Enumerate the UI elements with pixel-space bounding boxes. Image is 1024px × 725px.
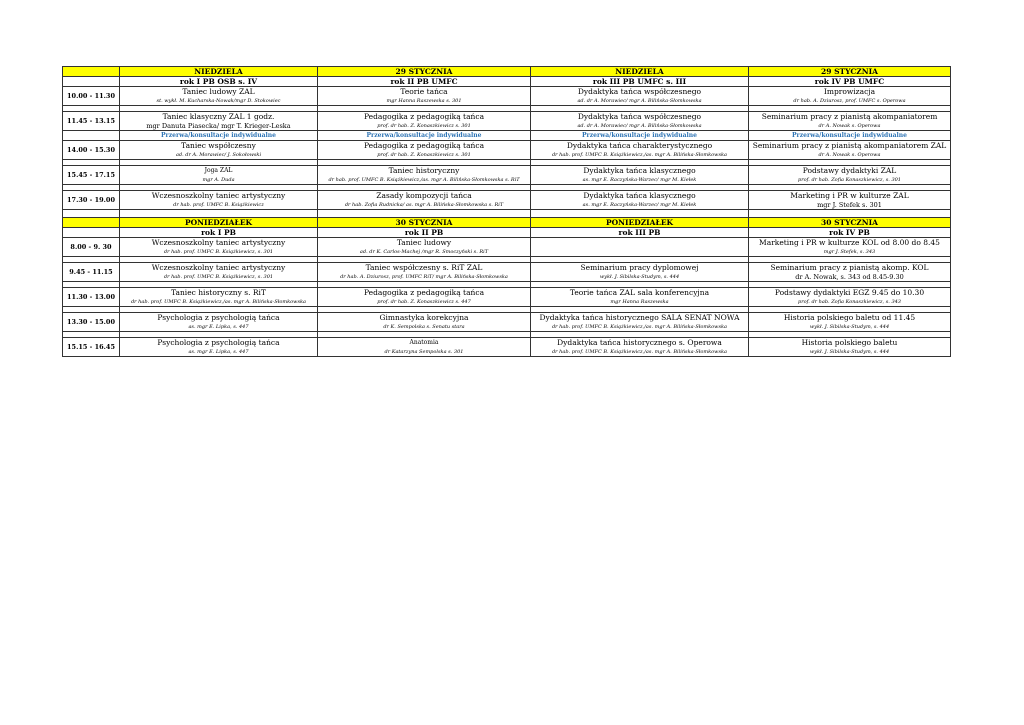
class-cell [120,166,318,185]
class-cell [531,141,749,160]
spacer-row [63,210,951,218]
class-cell [749,238,951,257]
class-cell [531,191,749,210]
class-title: Taniec współczesny s. RiT ZAL [365,263,483,272]
class-cell [318,263,531,282]
class-instructor: dr hab. prof. UMFC B. Książkiewicz,/as. mgr A. Bilińska-Słomkowska [551,349,728,355]
class-instructor: ad. dr A. Morawiec/ mgr A. Bilińska-Słomkowska [577,123,702,129]
schedule-table [62,66,951,357]
class-title: Pedagogika z pedagogiką tańca [363,288,485,297]
class-instructor: dr hab. prof. UMFC B. Książkiewicz,/as. mgr A. Bilińska-Słomkowska s. RiT [328,177,520,183]
time-cell: 15.45 - 17.15 [63,166,120,185]
break-cell: Przerwa/konsultacje indywidualne [318,131,531,141]
class-title: Dydaktyka tańca historycznego SALA SENAT NOWA [539,313,740,322]
time-cell: 11.30 - 13.00 [63,288,120,307]
class-instructor: ad. dr A. Morawiec/ J. Sokołowski [175,152,262,158]
break-time-cell [63,131,120,141]
day-header-cell: 30 STYCZNIA [318,218,531,228]
class-title: Dydaktyka tańca charakterystycznego [566,141,713,150]
class-cell [318,313,531,332]
class-cell [318,141,531,160]
class-cell [120,191,318,210]
corner-cell [63,77,120,87]
class-cell [531,313,749,332]
class-cell [531,338,749,357]
class-cell [120,338,318,357]
class-title: Podstawy dydaktyki EGZ 9.45 do 10.30 [774,288,925,297]
class-instructor: dr hab. Zofia Rudnicka/ as. mgr A. Bilińska-Słomkowska s. RiT [344,202,504,208]
class-instructor: mgr J. Stefek, s. 343 [823,249,876,255]
class-cell [318,191,531,210]
class-instructor: as. mgr E. Raczyńska-Warzec/ mgr M. Kiełek [582,202,697,208]
class-cell [120,263,318,282]
class-instructor: dr hab. prof. UMFC B. Książkiewicz [173,202,264,208]
class-title: Podstawy dydaktyki ZAL [802,166,897,175]
class-title: Marketing i PR w kulturze KOL od 8.00 do 8.45 [759,238,940,247]
time-cell: 15.15 - 16.45 [63,338,120,357]
class-title: Seminarium pracy dyplomowej [580,263,699,272]
class-cell [120,141,318,160]
spacer-cell [318,210,531,218]
time-cell: 13.30 - 15.00 [63,313,120,332]
class-title: Taniec współczesny [181,141,256,150]
year-header-cell: rok III PB [531,228,749,238]
corner-cell [63,218,120,228]
class-title: Dydaktyka tańca klasycznego [583,191,696,200]
day-header-cell: NIEDZIELA [531,67,749,77]
time-cell: 17.30 - 19.00 [63,191,120,210]
class-cell [318,112,531,131]
class-cell [749,141,951,160]
class-title: Teorie tańca ZAL sala konferencyjna [569,288,710,297]
class-instructor: as. mgr E. Lipka, s. 447 [188,349,249,355]
class-instructor: prof. dr hab. Z. Konaszkiewicz s. 447 [377,299,471,305]
class-title: Historia polskiego baletu od 11.45 [783,313,916,322]
break-cell: Przerwa/konsultacje indywidualne [120,131,318,141]
class-title: Zasady kompozycji tańca [376,191,472,200]
class-slot-row [63,338,951,357]
break-cell: Przerwa/konsultacje indywidualne [531,131,749,141]
class-cell [531,238,749,257]
class-instructor: prof. dr hab. Zofia Konaszkiewicz, s. 343 [798,299,901,305]
year-header-cell: rok IV PB UMFC [749,77,951,87]
day-header-cell: NIEDZIELA [120,67,318,77]
class-title: Wczesnoszkolny taniec artystyczny [151,238,286,247]
class-title: Taniec ludowy [396,238,452,247]
year-header-cell: rok II PB UMFC [318,77,531,87]
time-cell: 8.00 - 9. 30 [63,238,120,257]
class-title: Taniec ludowy ZAL [182,87,255,96]
class-instructor: dr hab. prof. UMFC B. Książkiewicz,/as. mgr A. Bilińska-Słomkowska [551,324,728,330]
class-instructor: dr A. Nowak s. Operowa [818,123,881,129]
year-header-cell: rok IV PB [749,228,951,238]
class-instructor: dr A. Nowak, s. 343 od 8.45-9.30 [795,273,904,281]
spacer-cell [749,210,951,218]
class-cell [318,166,531,185]
spacer-cell [531,210,749,218]
class-cell [120,238,318,257]
year-header-cell: rok I PB [120,228,318,238]
class-instructor: dr K. Sempolska s. Senatu stara [383,324,465,330]
year-header-cell: rok III PB UMFC s. III [531,77,749,87]
spacer-cell [63,210,120,218]
class-instructor: prof. dr hab. Z. Konaszkiewicz s. 301 [377,152,471,158]
time-cell: 9.45 - 11.15 [63,263,120,282]
class-slot-row [63,112,951,131]
class-slot-row [63,263,951,282]
class-title: Wczesnoszkolny taniec artystyczny [151,263,286,272]
class-instructor: as. mgr E. Lipka, s. 447 [188,324,249,330]
class-cell [531,263,749,282]
class-title: Dydaktyka tańca historycznego s. Operowa [557,338,722,347]
class-title: Dydaktyka tańca współczesnego [577,87,702,96]
class-slot-row [63,141,951,160]
day-header-cell: 29 STYCZNIA [749,67,951,77]
class-title: Psychologia z psychologią tańca [157,338,280,347]
class-cell [120,112,318,131]
class-instructor: ad. dr A. Morawiec/ mgr A. Bilińska-Słomkowska [577,98,702,104]
class-instructor: mgr J. Stefek s. 301 [817,201,882,209]
year-header-row [63,77,951,87]
class-cell [749,87,951,106]
day-header-cell: PONIEDZIAŁEK [120,218,318,228]
class-title: Wczesnoszkolny taniec artystyczny [151,191,286,200]
time-cell: 11.45 - 13.15 [63,112,120,131]
class-cell [318,238,531,257]
class-cell [120,313,318,332]
class-instructor: wykł. J. Sibilska-Studym, s. 444 [809,324,890,330]
class-instructor: as. mgr E. Raczyńska-Warzec/ mgr M. Kiełek [582,177,697,183]
class-instructor: prof. dr hab. Zofia Konaszkiewicz, s. 301 [798,177,901,183]
schedule-body [63,67,951,357]
class-cell [749,288,951,307]
class-instructor: dr Katarzyna Sempolska s. 301 [384,349,464,355]
class-cell [749,338,951,357]
class-cell [318,87,531,106]
class-instructor: dr hab. A. Dziurosz, prof. UMFC s. Operowa [793,98,906,104]
class-cell [749,166,951,185]
corner-cell [63,228,120,238]
year-header-row [63,228,951,238]
class-cell [749,263,951,282]
class-slot-row [63,288,951,307]
class-title: Dydaktyka tańca klasycznego [583,166,696,175]
spacer-cell [120,210,318,218]
class-slot-row [63,238,951,257]
year-header-cell: rok II PB [318,228,531,238]
class-instructor: dr hab. A. Dziurosz, prof. UMFC RiT/ mgr A. Bilińska-Słomkowska [340,274,508,280]
class-instructor: prof. dr hab. Z. Konaszkiewicz s. 301 [377,123,471,129]
class-cell [749,313,951,332]
class-title: Gimnastyka korekcyjna [379,313,469,322]
class-title: Taniec historyczny s. RiT [171,288,266,297]
class-instructor: wykł. J. Sibilska-Studym, s. 444 [809,349,890,355]
class-instructor: dr A. Nowak s. Operowa [818,152,881,158]
day-header-cell: 30 STYCZNIA [749,218,951,228]
class-instructor: mgr Hanna Raszewska s. 301 [386,98,462,104]
class-instructor: wykł. J. Sibilska-Studym, s. 444 [599,274,680,280]
class-title: Joga ZAL [204,167,233,174]
corner-cell [63,67,120,77]
class-title: Marketing i PR w kulturze ZAL [790,191,909,200]
time-cell: 10.00 - 11.30 [63,87,120,106]
class-instructor: dr hab. prof. UMFC B. Książkiewicz,/as. mgr A. Bilińska-Słomkowska [551,152,728,158]
class-title: Seminarium pracy z pianistą akompaniatorem ZAL [752,141,947,150]
class-slot-row [63,166,951,185]
class-title: Anatomia [409,339,439,346]
class-title: Teorie tańca [400,87,448,96]
class-cell [531,288,749,307]
class-cell [531,166,749,185]
class-title: Historia polskiego baletu [801,338,898,347]
time-cell: 14.00 - 15.30 [63,141,120,160]
class-title: Taniec klasyczny ZAL 1 godz. [162,112,275,121]
class-instructor: dr hab. prof. UMFC B. Książkiewicz,/as. mgr A. Bilińska-Słomkowska [130,299,307,305]
class-cell [120,288,318,307]
day-header-cell: PONIEDZIAŁEK [531,218,749,228]
day-header-row [63,218,951,228]
class-cell [120,87,318,106]
class-cell [531,112,749,131]
class-title: Pedagogika z pedagogiką tańca [363,112,485,121]
class-instructor: dr hab. prof. UMFC B. Książkiewicz, s. 301 [163,274,274,280]
class-title: Taniec historyczny [388,166,460,175]
class-slot-row [63,191,951,210]
class-slot-row [63,313,951,332]
class-cell [318,338,531,357]
class-cell [531,87,749,106]
break-cell: Przerwa/konsultacje indywidualne [749,131,951,141]
class-title: Dydaktyka tańca współczesnego [577,112,702,121]
class-cell [749,112,951,131]
break-row [63,131,951,141]
class-title: Seminarium pracy z pianistą akomp. KOL [770,263,929,272]
class-instructor: st. wykł. M. Kucharska-Nowak/mgr D. Stokowiec [156,98,281,104]
class-cell [318,288,531,307]
class-title: Psychologia z psychologią tańca [157,313,280,322]
class-title: Seminarium pracy z pianistą akompaniatorem [761,112,938,121]
class-instructor: mgr A. Duda [202,177,235,183]
class-instructor: mgr Danuta Piasecka/ mgr T. Krieger-Leska [146,122,291,130]
class-slot-row [63,87,951,106]
class-title: Improwizacja [823,87,876,96]
year-header-cell: rok I PB OSB s. IV [120,77,318,87]
class-cell [749,191,951,210]
class-instructor: dr hab. prof. UMFC B. Książkiewicz, s. 301 [163,249,274,255]
class-instructor: ad. dr K. Carlos-Machej /mgr R. Smoczyński s. RiT [359,249,489,255]
class-title: Pedagogika z pedagogiką tańca [363,141,485,150]
day-header-row [63,67,951,77]
class-instructor: mgr Hanna Raszewska [610,299,669,305]
day-header-cell: 29 STYCZNIA [318,67,531,77]
